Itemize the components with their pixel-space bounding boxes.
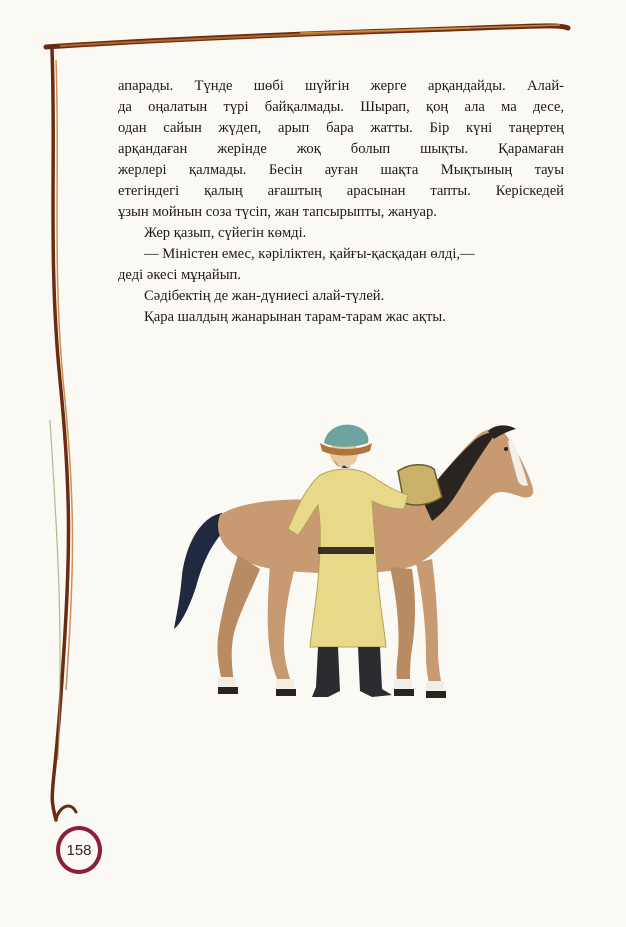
text-line-5: жерлері қалмады. Бесін ауған шақта Мықтының тауы: [118, 162, 564, 178]
man-boot-right: [358, 647, 392, 697]
text-line-2: да оңалатын түрі байқалмады. Шырап, қоң ала ма десе,: [118, 99, 564, 115]
horse-leg-back-left: [217, 555, 260, 683]
frame-hook-stroke: [56, 806, 76, 820]
man-belt: [318, 547, 374, 554]
text-line-12: Қара шалдың жанарынан тарам-тарам жас ақты.: [144, 309, 446, 325]
text-line-4: арқандаған жерінде жоқ болып шықты. Қарамаған: [118, 141, 564, 157]
text-line-10: деді әкесі мұңайып.: [118, 267, 241, 283]
body-text: [118, 76, 564, 328]
text-line-1: апарады. Түнде шөбі шүйгін жерге арқандайды. Алай-: [118, 78, 564, 94]
text-line-7: ұзын мойнын соза түсіп, жан тапсырыпты, жануар.: [118, 204, 437, 220]
text-line-6: етегіндегі қалың ағаштың арасынан тапты. Керіскедей: [118, 183, 564, 199]
text-line-11: Сәдібектің де жан-дүниесі алай-түлей.: [144, 288, 385, 304]
horse-leg-front-left: [390, 567, 415, 685]
top-border-stroke: [46, 26, 568, 47]
man-hat: [324, 425, 368, 447]
horse-leg-back-right: [268, 565, 294, 685]
man-boot-left: [312, 647, 340, 697]
page-number-badge: [56, 826, 102, 874]
text-line-9: — Міністен емес, кәріліктен, қайғы-қасқадан өлді,—: [144, 246, 475, 262]
page-number: 158: [66, 841, 92, 859]
horse-leg-front-right: [416, 559, 442, 687]
text-line-3: одан сайын жүдеп, арып бара жатты. Бір күні таңертең: [118, 120, 564, 136]
man-with-horse-illustration: [160, 405, 560, 715]
text-line-8: Жер қазып, сүйегін көмді.: [144, 225, 307, 241]
horse-tail: [174, 513, 226, 629]
